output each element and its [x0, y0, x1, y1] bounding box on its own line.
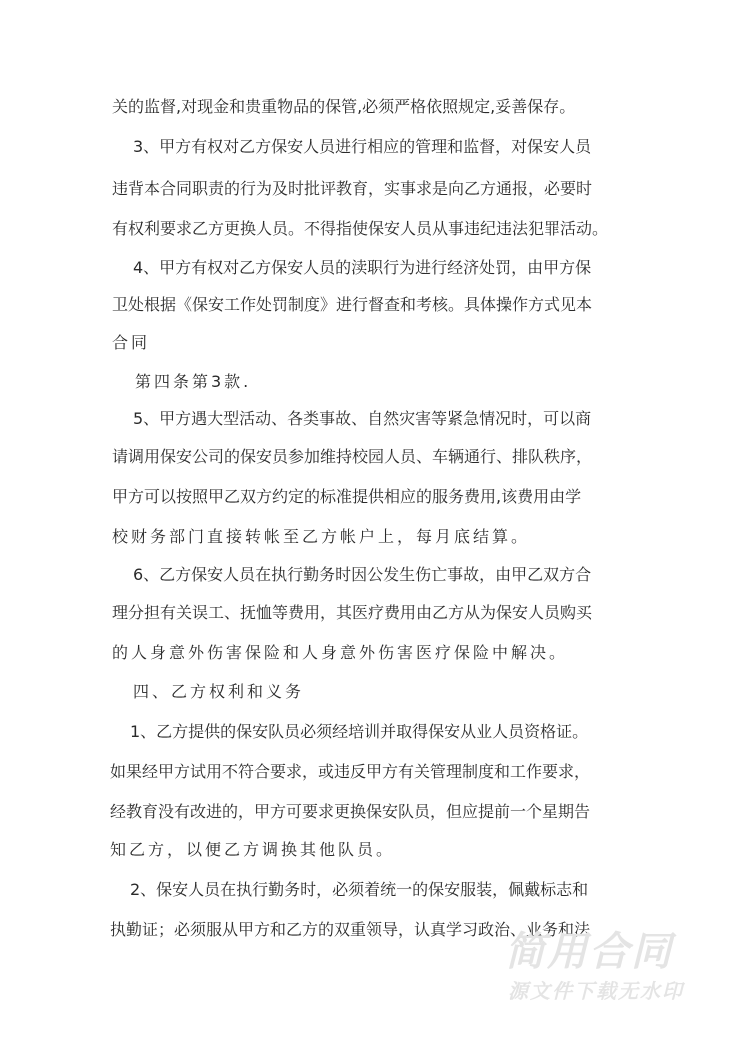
- watermark-caption: 源文件下载无水印: [508, 979, 684, 1003]
- text-line: 4、甲方有权对乙方保安人员的渎职行为进行经济处罚，由甲方保: [133, 258, 592, 277]
- text-line: 2、保安人员在执行勤务时，必须着统一的保安服装，佩戴标志和: [130, 880, 589, 899]
- text-line: 执勤证；必须服从甲方和乙方的双重领导，认真学习政治、业务和法: [110, 920, 591, 939]
- section-heading: 四、乙方权利和义务: [133, 682, 305, 701]
- text-line: 知乙方，以便乙方调换其他队员。: [110, 840, 396, 859]
- text-line: 第四条第3款.: [135, 372, 252, 391]
- text-line: 1、乙方提供的保安队员必须经培训并取得保安从业人员资格证。: [130, 722, 589, 741]
- text-line: 的人身意外伤害保险和人身意外伤害医疗保险中解决。: [112, 643, 569, 662]
- text-line: 校财务部门直接转帐至乙方帐户上，每月底结算。: [112, 527, 531, 546]
- text-line: 理分担有关误工、抚恤等费用，其医疗费用由乙方从为保安人员购买: [112, 603, 593, 622]
- text-line: 合同: [112, 333, 151, 352]
- text-line: 经教育没有改进的，甲方可要求更换保安队员，但应提前一个星期告: [110, 802, 591, 821]
- text-line: 关的监督,对现金和贵重物品的保管,必须严格依照规定,妥善保存。: [112, 97, 576, 116]
- text-line: 5、甲方遇大型活动、各类事故、自然灾害等紧急情况时，可以商: [133, 409, 592, 428]
- text-line: 违背本合同职责的行为及时批评教育，实事求是向乙方通报，必要时: [112, 179, 593, 198]
- text-line: 如果经甲方试用不符合要求，或违反甲方有关管理制度和工作要求，: [110, 762, 591, 781]
- text-line: 3、甲方有权对乙方保安人员进行相应的管理和监督，对保安人员: [133, 137, 592, 156]
- watermark-logo: 简用合同: [505, 929, 673, 975]
- text-line: 6、乙方保安人员在执行勤务时因公发生伤亡事故，由甲乙双方合: [133, 565, 592, 584]
- text-line: 有权利要求乙方更换人员。不得指使保安人员从事违纪违法犯罪活动。: [112, 219, 609, 238]
- text-line: 卫处根据《保安工作处罚制度》进行督查和考核。具体操作方式见本: [112, 295, 593, 314]
- text-line: 请调用保安公司的保安员参加维持校园人员、车辆通行、排队秩序，: [112, 447, 593, 466]
- text-line: 甲方可以按照甲乙双方约定的标准提供相应的服务费用,该费用由学: [112, 487, 582, 506]
